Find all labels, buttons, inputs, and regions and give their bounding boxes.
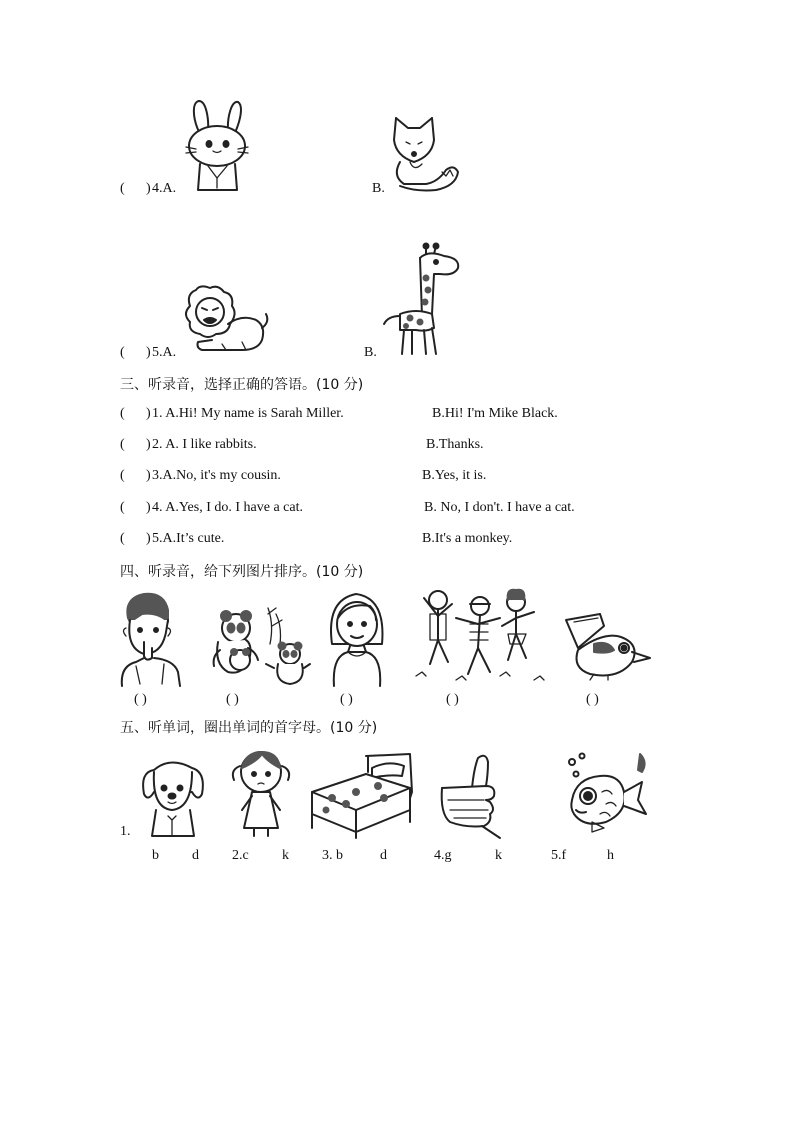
question-5-bracket-close: ) [146, 345, 151, 360]
order-blank-5[interactable]: ( ) [586, 692, 599, 707]
answer-bracket-open: ( [120, 468, 125, 483]
letter-option-h[interactable]: h [607, 848, 614, 863]
order-blank-4[interactable]: ( ) [446, 692, 459, 707]
letter-option-b[interactable]: b [152, 848, 159, 863]
fox-icon [386, 110, 462, 192]
item-number: 1. [120, 824, 131, 839]
bed-icon [306, 752, 416, 838]
answer-bracket-close: ) [146, 437, 151, 452]
question-5-option-a: 5.A. [152, 345, 177, 360]
section-4-heading: 四、听录音，给下列图片排序。(10 分) [120, 564, 364, 580]
answer-bracket-close: ) [146, 468, 151, 483]
question-4-option-b: B. [372, 181, 385, 196]
letter-option-d[interactable]: d [192, 848, 199, 863]
bird-icon [564, 614, 654, 680]
answer-bracket-open: ( [120, 437, 125, 452]
order-blank-1[interactable]: ( ) [134, 692, 147, 707]
fish-icon [562, 752, 648, 838]
order-blank-3[interactable]: ( ) [340, 692, 353, 707]
letter-option-b[interactable]: 3. b [322, 848, 343, 863]
option-b: B.Hi! I'm Mike Black. [432, 406, 558, 421]
lion-icon [182, 284, 270, 356]
letter-option-g[interactable]: 4.g [434, 848, 452, 863]
thumbs-up-icon [438, 752, 510, 838]
pandas-icon [210, 604, 310, 688]
answer-bracket-open: ( [120, 500, 125, 515]
answer-bracket-open: ( [120, 406, 125, 421]
letter-option-k[interactable]: k [495, 848, 502, 863]
order-blank-2[interactable]: ( ) [226, 692, 239, 707]
option-b: B.It's a monkey. [422, 531, 513, 546]
letter-option-k[interactable]: k [282, 848, 289, 863]
answer-bracket-close: ) [146, 406, 151, 421]
option-b: B. No, I don't. I have a cat. [424, 500, 575, 515]
question-4-bracket-close: ) [146, 181, 151, 196]
woman-icon [324, 590, 390, 688]
section-5-heading: 五、听单词，圈出单词的首字母。(10 分) [120, 720, 378, 736]
option-a: 4. A.Yes, I do. I have a cat. [152, 500, 303, 515]
answer-bracket-close: ) [146, 531, 151, 546]
answer-bracket-close: ) [146, 500, 151, 515]
option-b: B.Yes, it is. [422, 468, 487, 483]
letter-option-d[interactable]: d [380, 848, 387, 863]
children-game-icon [416, 584, 548, 688]
rabbit-icon [182, 98, 252, 194]
option-a: 3.A.No, it's my cousin. [152, 468, 281, 483]
option-a: 1. A.Hi! My name is Sarah Miller. [152, 406, 344, 421]
option-b: B.Thanks. [426, 437, 484, 452]
boy-shush-icon [118, 592, 184, 688]
girl-icon [228, 748, 294, 836]
question-4-bracket-open: ( [120, 181, 125, 196]
letter-option-f[interactable]: 5.f [551, 848, 567, 863]
dog-icon [140, 758, 206, 838]
section-3-heading: 三、听录音，选择正确的答语。(10 分) [120, 377, 364, 393]
option-a: 5.A.It’s cute. [152, 531, 225, 546]
giraffe-icon [376, 244, 466, 358]
question-4-option-a: 4.A. [152, 181, 177, 196]
question-5-option-b: B. [364, 345, 377, 360]
answer-bracket-open: ( [120, 531, 125, 546]
question-5-bracket-open: ( [120, 345, 125, 360]
option-a: 2. A. I like rabbits. [152, 437, 257, 452]
letter-option-c[interactable]: 2.c [232, 848, 249, 863]
